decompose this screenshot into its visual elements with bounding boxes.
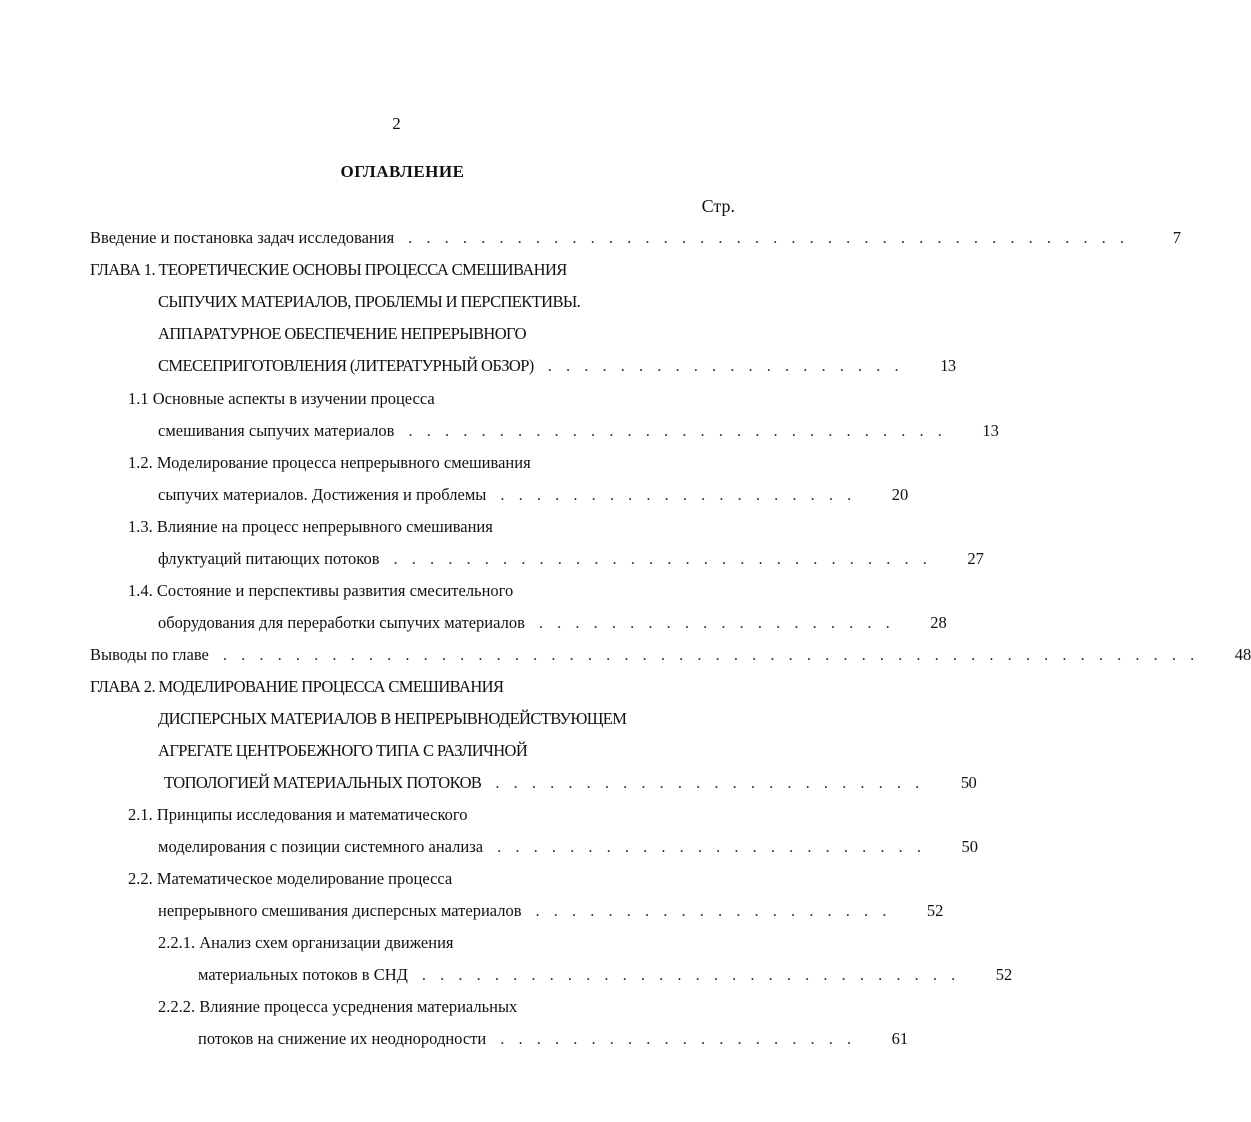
toc-entry-text: АППАРАТУРНОЕ ОБЕСПЕЧЕНИЕ НЕПРЕРЫВНОГО: [158, 324, 526, 343]
toc-entry-page: 48: [1234, 645, 1251, 664]
toc-entry-page: 20: [891, 485, 909, 504]
toc-entry-page: 7: [1172, 228, 1182, 247]
toc-entry: [90, 677, 725, 701]
toc-leader-dots: . . . . . . . . . . . . . . . . . . . .: [538, 613, 895, 632]
toc-entry-text: сыпучих материалов. Достижения и проблемы: [158, 485, 487, 504]
toc-entry: [128, 453, 725, 477]
toc-entry: [128, 805, 725, 829]
toc-entry-text: ДИСПЕРСНЫХ МАТЕРИАЛОВ В НЕПРЕРЫВНОДЕЙСТВУЮЩЕМ: [158, 709, 627, 728]
toc-leader-dots: . . . . . . . . . . . . . . . . . . . .: [500, 485, 857, 504]
toc-entry-page: 52: [926, 901, 944, 920]
toc-entry-text: 2.2.1. Анализ схем организации движения: [158, 933, 454, 952]
toc-leader-dots: . . . . . . . . . . . . . . . . . . . . . . . .: [497, 837, 926, 856]
page-number: 2: [392, 114, 401, 133]
toc-entry: [158, 324, 725, 348]
toc-entry-page: 28: [930, 613, 947, 632]
page-column-label: Стр.: [701, 196, 735, 216]
toc-entry-text: непрерывного смешивания дисперсных материалов: [158, 901, 522, 920]
toc-entry: [158, 421, 999, 445]
toc-entry: [158, 741, 725, 765]
toc-entry: [158, 356, 956, 380]
toc-leader-dots: . . . . . . . . . . . . . . . . . . . .: [535, 901, 892, 920]
toc-entry-text: ГЛАВА 2. МОДЕЛИРОВАНИЕ ПРОЦЕССА СМЕШИВАНИЯ: [90, 677, 504, 696]
toc-entry: [128, 517, 725, 541]
toc-entry-text: Выводы по главе: [90, 645, 209, 664]
toc-entry-text: ТОПОЛОГИЕЙ МАТЕРИАЛЬНЫХ ПОТОКОВ: [164, 773, 482, 792]
toc-entry-page: 13: [982, 421, 999, 440]
toc-entry: [128, 869, 725, 893]
toc-leader-dots: . . . . . . . . . . . . . . . . . . . .: [500, 1029, 857, 1048]
toc-entry: [158, 997, 725, 1021]
toc-entry: [90, 260, 725, 284]
toc-entry-text: 1.2. Моделирование процесса непрерывного смешивания: [128, 453, 531, 472]
toc-entry: [90, 228, 1182, 252]
toc-entry-page: 61: [891, 1029, 909, 1048]
toc-entry-text: АГРЕГАТЕ ЦЕНТРОБЕЖНОГО ТИПА С РАЗЛИЧНОЙ: [158, 741, 528, 760]
toc-entry: [158, 292, 725, 316]
toc-leader-dots: . . . . . . . . . . . . . . . . . . . . . . . .: [495, 773, 925, 792]
toc-entry: [158, 901, 944, 925]
toc-entry: [90, 645, 1251, 669]
toc-entry-page: 50: [961, 837, 978, 856]
toc-entry-page: 27: [967, 549, 984, 568]
toc-entry-text: СМЕСЕПРИГОТОВЛЕНИЯ (ЛИТЕРАТУРНЫЙ ОБЗОР): [158, 356, 534, 375]
toc-entry: [158, 549, 984, 573]
toc-entry-text: ГЛАВА 1. ТЕОРЕТИЧЕСКИЕ ОСНОВЫ ПРОЦЕССА СМЕШИВАНИЯ: [90, 260, 567, 279]
toc-entry-page: 52: [995, 965, 1013, 984]
toc-entry: [158, 613, 947, 637]
toc-entry-text: 2.2. Математическое моделирование процесса: [128, 869, 453, 888]
toc-entry-text: 2.1. Принципы исследования и математического: [128, 805, 468, 824]
toc-entry: [158, 485, 909, 509]
toc-entry: [158, 933, 725, 957]
toc-entry: [164, 773, 977, 797]
toc-entry-text: смешивания сыпучих материалов: [158, 421, 395, 440]
toc-entry-text: 1.3. Влияние на процесс непрерывного смешивания: [128, 517, 493, 536]
toc-entry-text: потоков на снижение их неоднородности: [198, 1029, 487, 1048]
toc-entry-text: флуктуаций питающих потоков: [158, 549, 380, 568]
toc-entry-text: СЫПУЧИХ МАТЕРИАЛОВ, ПРОБЛЕМЫ И ПЕРСПЕКТИВЫ.: [158, 292, 581, 311]
toc-leader-dots: . . . . . . . . . . . . . . . . . . . .: [547, 356, 904, 375]
toc-entry-text: 1.4. Состояние и перспективы развития смесительного: [128, 581, 514, 600]
toc-entry-text: 2.2.2. Влияние процесса усреднения материальных: [158, 997, 518, 1016]
toc-leader-dots: . . . . . . . . . . . . . . . . . . . . . . . . . . . . . . . . . . . . . . . . . . . . . . . . . . . . . .: [222, 645, 1200, 664]
toc-entry-text: оборудования для переработки сыпучих материалов: [158, 613, 525, 632]
toc-entry-text: 1.1 Основные аспекты в изучении процесса: [128, 389, 435, 408]
toc-leader-dots: . . . . . . . . . . . . . . . . . . . . . . . . . . . . . .: [393, 549, 932, 568]
toc-entry-page: 13: [940, 356, 956, 375]
toc-entry: [198, 965, 1013, 989]
toc-leader-dots: . . . . . . . . . . . . . . . . . . . . . . . . . . . . . .: [421, 965, 961, 984]
toc-entry-text: Введение и постановка задач исследования: [90, 228, 395, 247]
toc-entry-page: 50: [960, 773, 977, 792]
toc-leader-dots: . . . . . . . . . . . . . . . . . . . . . . . . . . . . . .: [408, 421, 947, 440]
toc-entry-text: материальных потоков в СНД: [198, 965, 408, 984]
toc-leader-dots: . . . . . . . . . . . . . . . . . . . . . . . . . . . . . . . . . . . . . . . .: [408, 228, 1130, 247]
toc-entry: [128, 389, 725, 413]
toc-entry: [198, 1029, 909, 1053]
toc-heading: ОГЛАВЛЕНИЕ: [340, 162, 465, 181]
toc-entry: [128, 581, 725, 605]
toc-entry-text: моделирования с позиции системного анализа: [158, 837, 484, 856]
toc-entry: [158, 837, 978, 861]
toc-entry: [158, 709, 725, 733]
